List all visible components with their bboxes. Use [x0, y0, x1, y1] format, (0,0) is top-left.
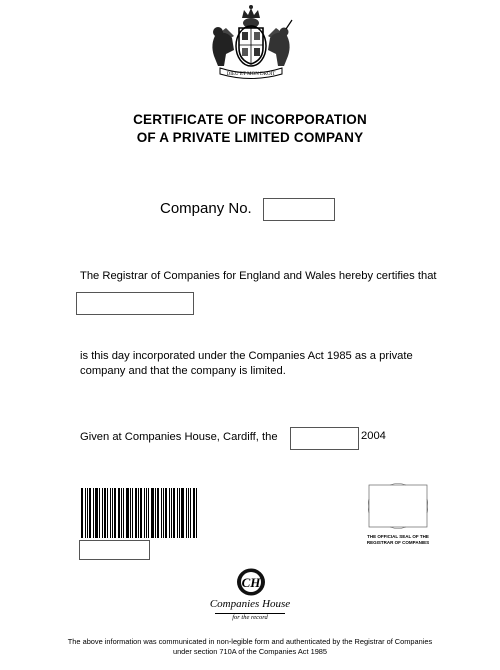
barcode-icon — [80, 488, 200, 538]
svg-text:DIEU ET MON DROIT: DIEU ET MON DROIT — [226, 72, 276, 77]
registrar-statement: The Registrar of Companies for England and Wales hereby certifies that — [80, 270, 437, 282]
companies-house-logo-icon — [234, 567, 268, 597]
incorporation-statement: is this day incorporated under the Companies Act 1985 as a private company and that the company is limited. — [80, 350, 413, 377]
company-name-field[interactable] — [76, 292, 194, 315]
company-no-label: Company No. — [160, 200, 252, 217]
certificate-title-line-2: OF A PRIVATE LIMITED COMPANY — [136, 130, 364, 145]
seal-caption: THE OFFICIAL SEAL OF THE REGISTRAR OF COMPANIES — [366, 534, 430, 545]
company-no-field[interactable] — [263, 198, 335, 221]
official-seal-icon — [368, 483, 428, 529]
royal-coat-of-arms-icon — [206, 4, 296, 82]
svg-text:CH: CH — [241, 575, 261, 590]
date-field[interactable] — [290, 427, 359, 450]
given-at-statement: Given at Companies House, Cardiff, the — [80, 431, 278, 443]
certificate-title-line-1: CERTIFICATE OF INCORPORATION — [133, 112, 367, 127]
barcode-number-field[interactable] — [79, 540, 150, 560]
footer-note: The above information was communicated in non-legible form and authenticated by the Registrar of Companies under section 710A of the Companies Act 1985 — [67, 637, 433, 656]
companies-house-tagline: for the record — [232, 614, 268, 621]
year-text: 2004 — [361, 430, 386, 442]
companies-house-name: Companies House — [209, 598, 291, 610]
